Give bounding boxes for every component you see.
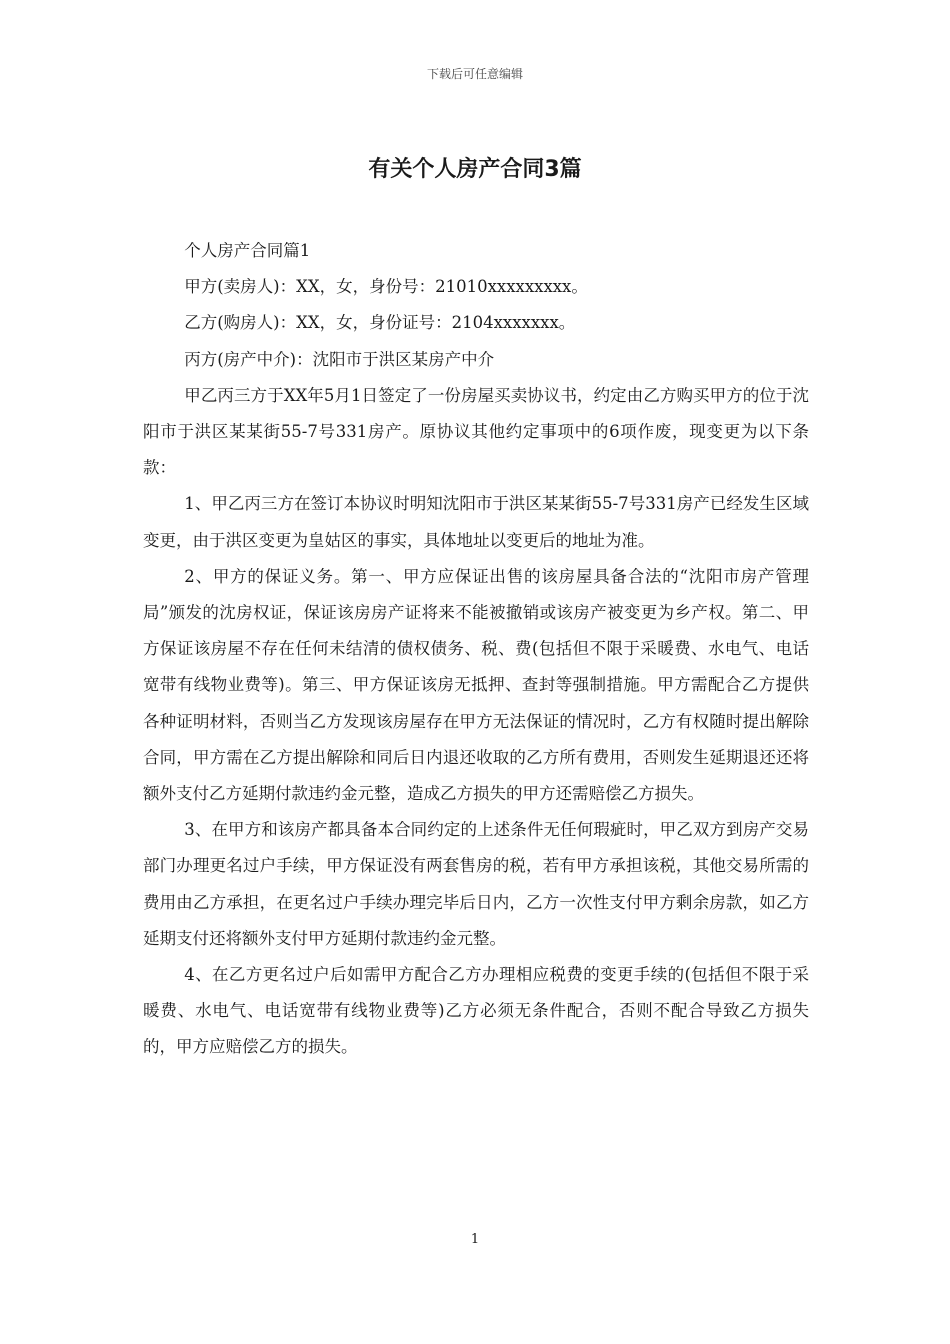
document-body: [143, 233, 809, 1066]
clause-3: 3、在甲方和该房产都具备本合同约定的上述条件无任何瑕疵时，甲乙双方到房产交易部门办理更名过户手续，甲方保证没有两套售房的税，若有甲方承担该税，其他交易所需的费用由乙方承担，在更名过户手续办理完毕后日内，乙方一次性支付甲方剩余房款，如乙方延期支付还将额外支付甲方延期付款违约金元整。: [143, 820, 809, 948]
section-heading: 个人房产合同篇1: [184, 241, 311, 260]
preamble-paragraph: 甲乙丙三方于XX年5月1日签定了一份房屋买卖协议书，约定由乙方购买甲方的位于沈阳市于洪区某某街55-7号331房产。原协议其他约定事项中的6项作废，现变更为以下条款：: [143, 385, 809, 478]
document-title: 有关个人房产合同3篇: [368, 157, 582, 182]
party-b-line: 乙方(购房人)：XX，女，身份证号：2104xxxxxxx。: [184, 313, 576, 333]
clause-1: 1、甲乙丙三方在签订本协议时明知沈阳市于洪区某某街55-7号331房产已经发生区域变更，由于洪区变更为皇姑区的事实，具体地址以变更后的地址为准。: [143, 494, 809, 550]
clause-2: 2、甲方的保证义务。第一、甲方应保证出售的该房屋具备合法的“沈阳市房产管理局”颁发的沈房权证，保证该房房产证将来不能被撤销或该房产被变更为乡产权。第二、甲方保证该房屋不存在任何未结清的债权债务、税、费(包括但不限于采暖费、水电气、电话宽带有线物业费等)。第三、甲方保证该房无抵押、查封等强制措施。甲方需配合乙方提供各种证明材料，否则当乙方发现该房屋存在甲方无法保证的情况时，乙方有权随时提出解除合同，甲方需在乙方提出解除和同后日内退还收取的乙方所有费用，否则发生延期退还还将额外支付乙方延期付款违约金元整，造成乙方损失的甲方还需赔偿乙方损失。: [143, 566, 809, 804]
clause-4: 4、在乙方更名过户后如需甲方配合乙方办理相应税费的变更手续的(包括但不限于采暖费、水电气、电话宽带有线物业费等)乙方必须无条件配合，否则不配合导致乙方损失的，甲方应赔偿乙方的损失。: [143, 965, 809, 1057]
page-header: 下载后可任意编辑: [426, 67, 523, 81]
page-number: 1: [470, 1232, 480, 1247]
party-c-line: 丙方(房产中介)：沈阳市于洪区某房产中介: [184, 349, 495, 369]
party-a-line: 甲方(卖房人)：XX，女，身份号：21010xxxxxxxxx。: [184, 277, 588, 297]
